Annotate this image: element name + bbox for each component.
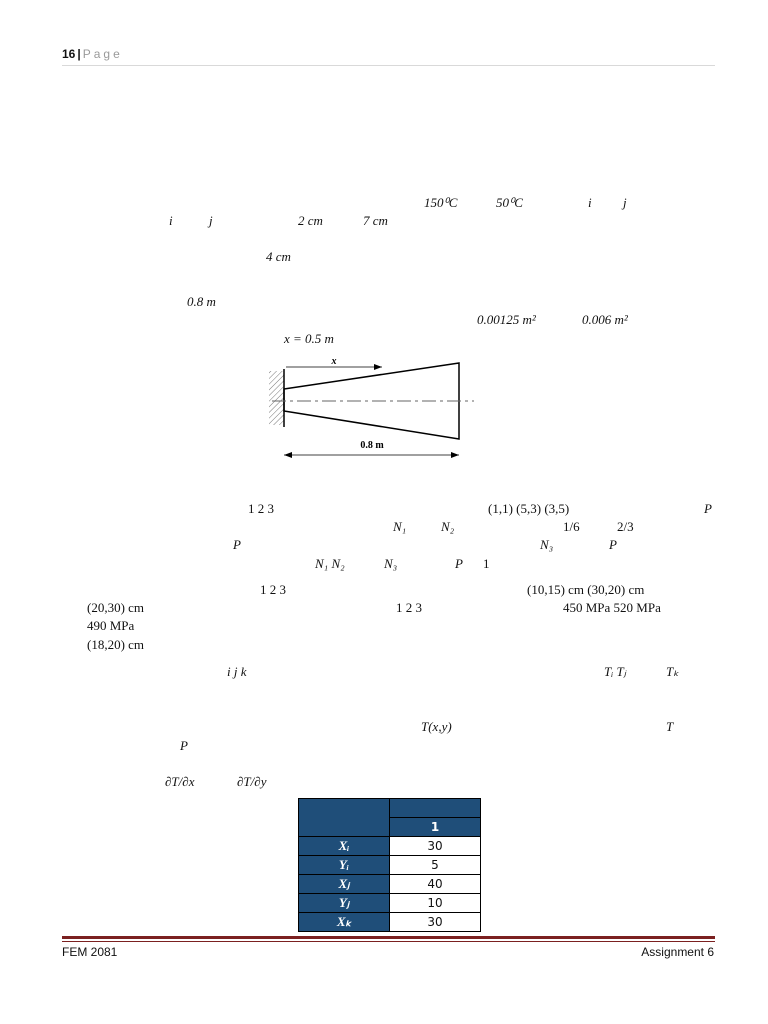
table-cell: 40 [390,875,481,894]
math-p-val: P [455,556,463,571]
page-number: 16 [62,47,76,61]
math-p4: P [180,738,188,753]
page-header [62,47,123,61]
math-mpa: 450 MPa 520 MPa [563,600,661,615]
header-rule [62,65,715,66]
table-row [299,837,481,856]
dim-arrow-left [284,452,292,458]
math-temp-i: 150⁰C [424,195,458,210]
math-n123c: 1 2 3 [396,600,422,615]
math-len-4cm: 4 cm [266,249,291,264]
math-txy: T(x,y) [421,719,452,734]
math-len-2cm: 2 cm [298,213,323,228]
math-node-j-2: j [209,213,213,228]
table-top-header-cell [390,799,481,818]
math-area-1: 0.00125 m² [477,312,536,327]
x-label: x [331,356,337,367]
math-n1-n2: N₁ N₂ [315,556,345,571]
table-header-row [299,799,481,818]
math-tij: Tᵢ Tⱼ [604,664,627,679]
tapered-bar-figure [264,355,480,460]
math-c3: (20,30) cm [87,600,145,615]
footer-assignment: Assignment 6 [641,945,714,959]
wall-hatch [269,371,284,425]
math-n3: N₃ [540,537,554,552]
table-cell: 10 [390,894,481,913]
header-separator: | [77,47,81,61]
length-label: 0.8 m [360,440,384,451]
page-word: Page [82,47,123,61]
table-cell: 30 [390,837,481,856]
math-p2: P [233,537,241,552]
footer-rule-thick [62,936,715,939]
math-dtdx: ∂T/∂x [165,774,195,789]
table-row [299,913,481,932]
math-n1: N₁ [393,519,407,534]
table-row-label: Yⱼ [299,894,390,913]
coordinates-table [298,798,481,932]
table-row-label: Xⱼ [299,875,390,894]
math-n123b: 1 2 3 [260,582,286,597]
table-cell: 5 [390,856,481,875]
math-node-j: j [623,195,627,210]
math-p3: P [609,537,617,552]
table-row [299,894,481,913]
math-area-2: 0.006 m² [582,312,628,327]
table-cell: 30 [390,913,481,932]
math-len-7cm: 7 cm [363,213,388,228]
footer-rule-thin [62,941,715,942]
math-ijk: i j k [227,664,247,679]
table-corner-cell [299,799,390,837]
math-mpa2: 490 MPa [87,618,135,633]
table-row [299,856,481,875]
math-p1: P [704,501,712,516]
math-n123: 1 2 3 [248,501,274,516]
math-n3b: N₃ [384,556,398,571]
table-row-label: Yᵢ [299,856,390,875]
math-frac2: 2/3 [617,519,634,534]
math-node-i: i [588,195,592,210]
table-row [299,875,481,894]
math-temp-j: 50⁰C [496,195,523,210]
table-row-label: Xₖ [299,913,390,932]
x-arrow-head [374,364,382,370]
math-one: 1 [483,556,490,571]
math-len-08m: 0.8 m [187,294,216,309]
math-points: (1,1) (5,3) (3,5) [488,501,570,516]
math-n2: N₂ [441,519,455,534]
math-t-var: T [666,719,674,734]
table-column-header: 1 [390,818,481,837]
math-node-i-2: i [169,213,173,228]
math-c4: (18,20) cm [87,637,145,652]
math-coords: (10,15) cm (30,20) cm [527,582,645,597]
math-x-eq: x = 0.5 m [284,331,334,346]
math-tk: Tₖ [666,664,679,679]
dim-arrow-right [451,452,459,458]
table-row-label: Xᵢ [299,837,390,856]
math-frac1: 1/6 [563,519,580,534]
math-dtdy: ∂T/∂y [237,774,267,789]
footer-course: FEM 2081 [62,945,118,959]
